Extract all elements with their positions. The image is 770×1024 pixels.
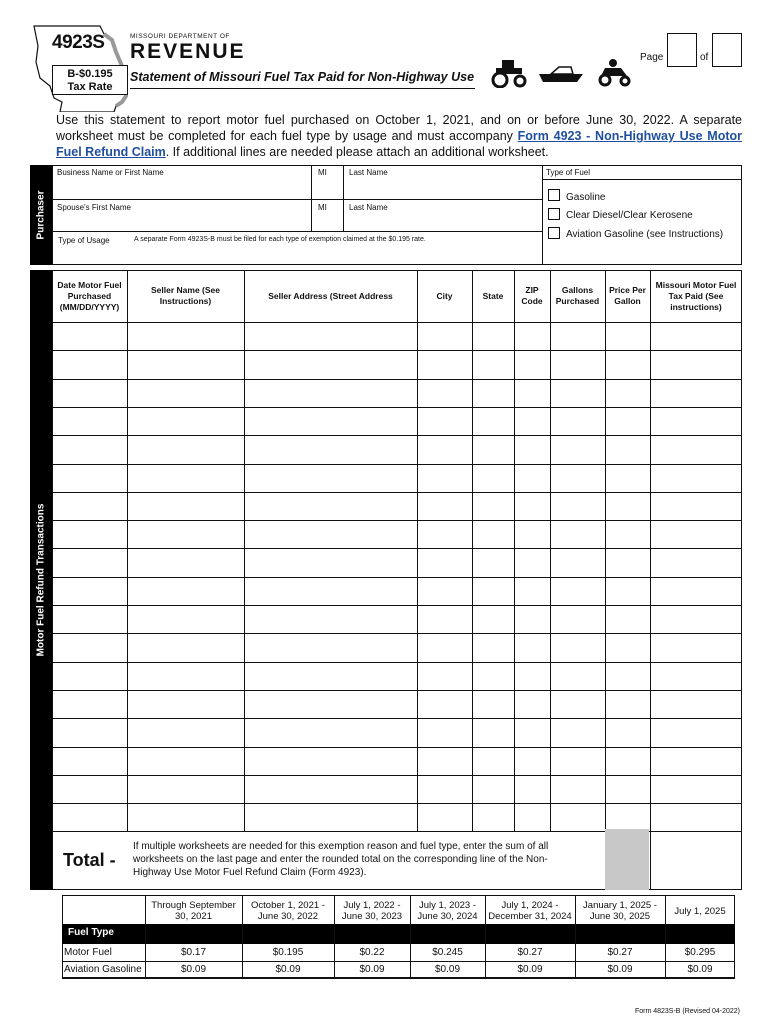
table-cell-input[interactable] (651, 748, 741, 774)
purchaser-sidebar: Purchaser (30, 165, 52, 265)
diesel-label: Clear Diesel/Clear Kerosene (566, 210, 693, 221)
table-cell-input[interactable] (473, 408, 513, 434)
table-cell-input[interactable] (418, 323, 471, 349)
rate-value: $0.295 (684, 947, 716, 958)
column-header: Seller Address (Street Address (268, 290, 393, 301)
fuel-type-label: Fuel Type (68, 927, 114, 938)
table-cell-input[interactable] (515, 521, 549, 547)
table-cell-input[interactable] (515, 549, 549, 575)
table-cell-input[interactable] (128, 748, 243, 774)
rate-period-header: July 1, 2023 - June 30, 2024 (417, 900, 478, 922)
row-divider (62, 978, 735, 979)
table-cell-input[interactable] (128, 776, 243, 802)
spouse-first-name-field[interactable]: Spouse's First Name (57, 203, 131, 212)
usage-note: A separate Form 4923S-B must be filed for each type of exemption claimed at the $0.195 rate. (134, 236, 426, 243)
table-cell-input[interactable] (551, 691, 604, 717)
table-cell-input[interactable] (473, 380, 513, 406)
table-cell-input[interactable] (245, 748, 416, 774)
table-cell-input[interactable] (551, 323, 604, 349)
table-cell-input[interactable] (418, 748, 471, 774)
table-cell-input[interactable] (245, 804, 416, 830)
table-cell-input[interactable] (515, 748, 549, 774)
table-cell-input[interactable] (651, 776, 741, 802)
table-cell-input[interactable] (473, 663, 513, 689)
table-cell-input[interactable] (128, 521, 243, 547)
page-label: Page (640, 52, 664, 63)
table-cell-input[interactable] (651, 578, 741, 604)
table-cell-input[interactable] (53, 521, 126, 547)
table-cell-input[interactable] (418, 465, 471, 491)
table-cell-input[interactable] (606, 465, 649, 491)
table-cell-input[interactable] (418, 351, 471, 377)
last-name-field[interactable]: Last Name (349, 168, 388, 177)
table-cell-input[interactable] (128, 380, 243, 406)
table-cell-input[interactable] (651, 549, 741, 575)
table-cell-input[interactable] (515, 436, 549, 462)
table-cell-input[interactable] (128, 549, 243, 575)
total-tax-field[interactable] (650, 830, 741, 889)
boat-icon (537, 64, 585, 84)
table-cell-input[interactable] (651, 380, 741, 406)
table-cell-input[interactable] (651, 663, 741, 689)
table-cell-input[interactable] (418, 436, 471, 462)
table-cell-input[interactable] (128, 606, 243, 632)
title-underline (130, 88, 475, 89)
table-cell-input[interactable] (128, 436, 243, 462)
total-label: Total - (63, 850, 116, 870)
table-cell-input[interactable] (53, 748, 126, 774)
table-cell-input[interactable] (515, 719, 549, 745)
of-label: of (700, 52, 709, 63)
col-divider (311, 165, 312, 231)
instructions-paragraph (56, 112, 742, 160)
col-divider (334, 895, 335, 978)
table-cell-input[interactable] (53, 549, 126, 575)
column-header: Gallons Purchased (555, 285, 600, 306)
table-cell-input[interactable] (418, 521, 471, 547)
table-cell-input[interactable] (651, 465, 741, 491)
intro-text-end: . If additional lines are needed please attach an additional worksheet. (165, 145, 549, 159)
table-cell-input[interactable] (418, 691, 471, 717)
type-of-usage-field[interactable]: Type of Usage (58, 236, 110, 245)
rate-value: $0.245 (432, 947, 463, 958)
rate-value: $0.09 (517, 964, 543, 975)
table-cell-input[interactable] (551, 549, 604, 575)
table-cell-input[interactable] (473, 493, 513, 519)
table-cell-input[interactable] (606, 578, 649, 604)
table-cell-input[interactable] (473, 436, 513, 462)
transactions-sidebar: Motor Fuel Refund Transactions (30, 270, 52, 890)
table-cell-input[interactable] (515, 776, 549, 802)
table-cell-input[interactable] (128, 323, 243, 349)
table-cell-input[interactable] (551, 663, 604, 689)
table-cell-input[interactable] (473, 465, 513, 491)
rate-value: $0.09 (359, 964, 385, 975)
table-cell-input[interactable] (128, 634, 243, 660)
rate-value: $0.09 (607, 964, 633, 975)
rate-period-header: July 1, 2025 (674, 905, 726, 917)
table-cell-input[interactable] (473, 323, 513, 349)
table-cell-input[interactable] (606, 776, 649, 802)
table-cell-input[interactable] (515, 323, 549, 349)
row-divider (542, 179, 742, 180)
rate-row-label: Motor Fuel (64, 947, 112, 958)
table-cell-input[interactable] (473, 719, 513, 745)
table-cell-input[interactable] (551, 748, 604, 774)
table-cell-input[interactable] (245, 549, 416, 575)
diesel-checkbox[interactable] (548, 208, 560, 220)
table-cell-input[interactable] (53, 323, 126, 349)
col-divider (343, 165, 344, 231)
table-cell-input[interactable] (551, 776, 604, 802)
table-cell-input[interactable] (245, 691, 416, 717)
page-total-field[interactable] (712, 33, 742, 67)
table-cell-input[interactable] (245, 351, 416, 377)
col-divider (575, 895, 576, 978)
table-cell-input[interactable] (53, 719, 126, 745)
col-divider (145, 895, 146, 978)
revenue-logo: REVENUE (130, 40, 246, 63)
table-cell-input[interactable] (515, 408, 549, 434)
rate-period-header: Through September 30, 2021 (151, 900, 236, 922)
col-divider (665, 895, 666, 978)
table-cell-input[interactable] (606, 634, 649, 660)
table-cell-input[interactable] (651, 323, 741, 349)
column-header: City (436, 290, 453, 301)
column-header: Missouri Motor Fuel Tax Paid (See instructions) (655, 279, 737, 312)
rate-box (52, 65, 128, 95)
table-cell-input[interactable] (651, 493, 741, 519)
form-revision: Form 4823S-B (Revised 04-2022) (634, 1008, 740, 1015)
table-cell-input[interactable] (473, 691, 513, 717)
mi-field[interactable]: MI (318, 168, 327, 177)
rate-value: B-$0.195 (67, 68, 113, 80)
column-header: Date Motor Fuel Purchased (MM/DD/YYYY) (57, 279, 122, 312)
form-number: 4923S (52, 32, 105, 53)
rate-value: $0.09 (434, 964, 461, 975)
table-cell-input[interactable] (53, 465, 126, 491)
table-cell-input[interactable] (651, 606, 741, 632)
rate-period-header: October 1, 2021 - June 30, 2022 (251, 900, 325, 922)
page-number-field[interactable] (667, 33, 697, 67)
table-cell-input[interactable] (515, 465, 549, 491)
table-cell-input[interactable] (606, 323, 649, 349)
table-cell-input[interactable] (418, 663, 471, 689)
table-cell-input[interactable] (245, 719, 416, 745)
table-cell-input[interactable] (245, 408, 416, 434)
table-cell-input[interactable] (473, 748, 513, 774)
table-cell-input[interactable] (128, 578, 243, 604)
table-cell-input[interactable] (606, 663, 649, 689)
rate-value: $0.22 (359, 947, 385, 958)
spouse-last-name-field[interactable]: Last Name (349, 203, 388, 212)
table-cell-input[interactable] (473, 351, 513, 377)
table-cell-input[interactable] (515, 634, 549, 660)
table-cell-input[interactable] (606, 719, 649, 745)
gasoline-checkbox[interactable] (548, 189, 560, 201)
table-cell-input[interactable] (418, 578, 471, 604)
table-cell-input[interactable] (515, 380, 549, 406)
row-divider (62, 961, 735, 962)
table-cell-input[interactable] (515, 663, 549, 689)
table-cell-input[interactable] (551, 408, 604, 434)
row-divider (52, 231, 542, 232)
table-cell-input[interactable] (606, 549, 649, 575)
spouse-mi-field[interactable]: MI (318, 203, 327, 212)
rate-period-header: July 1, 2024 - December 31, 2024 (488, 900, 572, 922)
table-cell-input[interactable] (53, 436, 126, 462)
column-header: State (482, 290, 504, 301)
table-cell-input[interactable] (418, 719, 471, 745)
table-cell-input[interactable] (551, 436, 604, 462)
table-cell-input[interactable] (53, 691, 126, 717)
table-cell-input[interactable] (473, 804, 513, 830)
table-cell-input[interactable] (128, 691, 243, 717)
total-note: If multiple worksheets are needed for this exemption reason and fuel type, enter the sum of all worksheets on the last page and enter the rounded total on the corresponding line of the Non-Highway Use Motor Fuel Refund Claim (Form 4923). (133, 841, 549, 878)
table-cell-input[interactable] (245, 634, 416, 660)
table-cell-input[interactable] (473, 634, 513, 660)
table-cell-input[interactable] (606, 436, 649, 462)
lawn-mower-icon (595, 56, 635, 88)
table-cell-input[interactable] (418, 408, 471, 434)
table-cell-input[interactable] (515, 351, 549, 377)
table-cell-input[interactable] (245, 465, 416, 491)
table-cell-input[interactable] (128, 493, 243, 519)
table-cell-input[interactable] (245, 521, 416, 547)
rate-row-label: Aviation Gasoline (64, 964, 142, 975)
aviation-checkbox[interactable] (548, 227, 560, 239)
table-cell-input[interactable] (606, 521, 649, 547)
table-cell-input[interactable] (53, 776, 126, 802)
table-cell-input[interactable] (606, 351, 649, 377)
table-cell-input[interactable] (418, 549, 471, 575)
table-cell-input[interactable] (551, 804, 604, 830)
table-cell-input[interactable] (651, 436, 741, 462)
table-cell-input[interactable] (245, 493, 416, 519)
column-header: Seller Name (See Instructions) (151, 285, 220, 306)
aviation-label: Aviation Gasoline (see Instructions) (566, 229, 724, 240)
table-cell-input[interactable] (53, 606, 126, 632)
table-cell-input[interactable] (606, 804, 649, 830)
table-cell-input[interactable] (53, 663, 126, 689)
table-cell-input[interactable] (551, 634, 604, 660)
table-cell-input[interactable] (53, 578, 126, 604)
table-cell-input[interactable] (245, 578, 416, 604)
table-cell-input[interactable] (245, 663, 416, 689)
table-cell-input[interactable] (53, 634, 126, 660)
rate-value: $0.09 (275, 964, 301, 975)
table-cell-input[interactable] (551, 465, 604, 491)
rate-period-header: July 1, 2022 - June 30, 2023 (341, 900, 403, 922)
table-cell-input[interactable] (245, 436, 416, 462)
table-cell-input[interactable] (515, 578, 549, 604)
table-cell-input[interactable] (53, 351, 126, 377)
table-cell-input[interactable] (53, 804, 126, 830)
tractor-icon (488, 56, 528, 88)
table-cell-input[interactable] (515, 606, 549, 632)
table-cell-input[interactable] (473, 578, 513, 604)
table-cell-input[interactable] (551, 351, 604, 377)
table-cell-input[interactable] (53, 408, 126, 434)
table-cell-input[interactable] (418, 493, 471, 519)
table-cell-input[interactable] (551, 380, 604, 406)
gasoline-label: Gasoline (566, 192, 606, 203)
table-cell-input[interactable] (606, 691, 649, 717)
table-cell-input[interactable] (128, 351, 243, 377)
table-cell-input[interactable] (606, 606, 649, 632)
total-shaded-cell (605, 829, 649, 890)
table-cell-input[interactable] (128, 663, 243, 689)
rate-value: $0.27 (607, 947, 633, 958)
rate-value: $0.27 (517, 947, 543, 958)
table-cell-input[interactable] (515, 691, 549, 717)
table-cell-input[interactable] (651, 408, 741, 434)
table-cell-input[interactable] (651, 691, 741, 717)
form-4923-link[interactable]: Form 4923 - Non-Highway Use Motor Fuel Refund Claim (56, 129, 742, 159)
business-name-field[interactable]: Business Name or First Name (57, 168, 164, 177)
table-cell-input[interactable] (551, 521, 604, 547)
table-cell-input[interactable] (651, 521, 741, 547)
table-cell-input[interactable] (551, 606, 604, 632)
table-cell-input[interactable] (651, 804, 741, 830)
table-cell-input[interactable] (418, 380, 471, 406)
table-cell-input[interactable] (473, 606, 513, 632)
table-cell-input[interactable] (606, 408, 649, 434)
col-divider (410, 895, 411, 978)
table-cell-input[interactable] (418, 606, 471, 632)
rate-value: $0.195 (272, 947, 304, 958)
table-cell-input[interactable] (128, 408, 243, 434)
rate-value: $0.09 (180, 964, 207, 975)
intro-text: Use this statement to report motor fuel purchased on October 1, 2021, and on or before June 30, 2022. A separate worksheet must be completed for each fuel type by usage and must accompany (56, 113, 742, 143)
table-cell-input[interactable] (418, 776, 471, 802)
table-cell-input[interactable] (53, 493, 126, 519)
table-cell-input[interactable] (473, 549, 513, 575)
rate-period-header: January 1, 2025 - June 30, 2025 (583, 900, 657, 922)
table-cell-input[interactable] (651, 719, 741, 745)
table-cell-input[interactable] (53, 380, 126, 406)
table-cell-input[interactable] (128, 719, 243, 745)
table-cell-input[interactable] (606, 380, 649, 406)
type-of-fuel-label: Type of Fuel (546, 168, 591, 177)
rate-value: $0.17 (180, 947, 207, 958)
table-cell-input[interactable] (418, 804, 471, 830)
row-divider (52, 199, 542, 200)
table-cell-input[interactable] (551, 578, 604, 604)
department-name: MISSOURI DEPARTMENT OF (130, 33, 230, 40)
table-cell-input[interactable] (551, 493, 604, 519)
col-divider (542, 165, 543, 265)
table-cell-input[interactable] (606, 748, 649, 774)
table-cell-input[interactable] (245, 323, 416, 349)
table-cell-input[interactable] (245, 606, 416, 632)
rate-label: Tax Rate (67, 81, 113, 93)
rate-value: $0.09 (687, 964, 713, 975)
table-cell-input[interactable] (515, 493, 549, 519)
table-cell-input[interactable] (128, 804, 243, 830)
table-cell-input[interactable] (651, 351, 741, 377)
table-cell-input[interactable] (473, 776, 513, 802)
table-cell-input[interactable] (606, 493, 649, 519)
col-divider (242, 895, 243, 978)
table-cell-input[interactable] (473, 521, 513, 547)
fuel-type-band (62, 924, 735, 944)
table-cell-input[interactable] (245, 380, 416, 406)
table-cell-input[interactable] (515, 804, 549, 830)
form-title: Statement of Missouri Fuel Tax Paid for Non-Highway Use (130, 70, 475, 84)
column-header: Price Per Gallon (609, 285, 646, 306)
table-cell-input[interactable] (245, 776, 416, 802)
table-cell-input[interactable] (551, 719, 604, 745)
table-cell-input[interactable] (128, 465, 243, 491)
column-header: ZIP Code (521, 285, 543, 306)
table-cell-input[interactable] (418, 634, 471, 660)
col-divider (485, 895, 486, 978)
table-cell-input[interactable] (651, 634, 741, 660)
